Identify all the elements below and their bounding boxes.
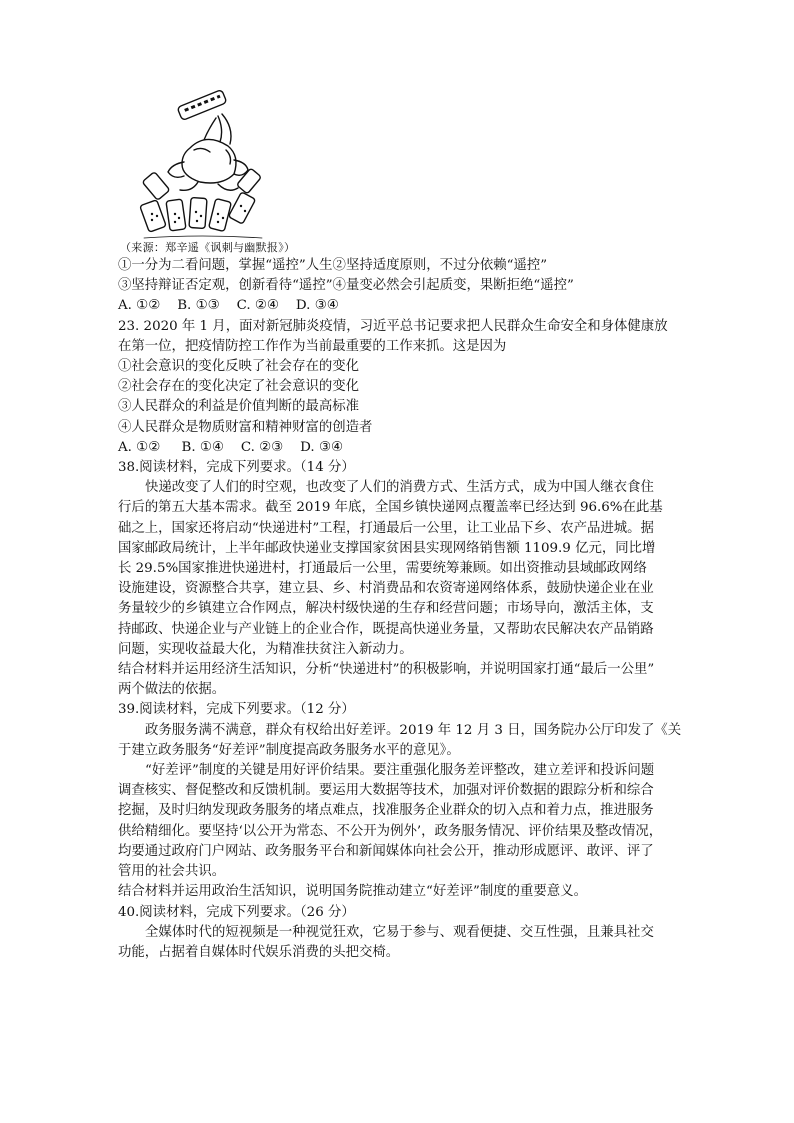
q40-material bbox=[118, 923, 686, 963]
q38-material-line: 务量较少的乡镇建立合作网点，解决村级快递的生存和经营问题；市场导向，激活主体，支 bbox=[118, 601, 654, 617]
q40-material-line: 全媒体时代的短视频是一种视觉狂欢，它易于参与、观看便捷、交互性强，且兼具社交 bbox=[145, 924, 654, 940]
q38-material-line: 行后的第五大基本需求。截至 2019 年底，全国乡镇快递网点覆盖率已经达到 96.6%在此基 bbox=[118, 500, 663, 516]
q38-task-line-1: 结合材料并运用经济生活知识，分析“快递进村”的积极影响，并说明国家打通“最后一公里” bbox=[118, 662, 655, 678]
q40-header: 40.阅读材料，完成下列要求。（26 分） bbox=[118, 904, 355, 920]
q38-task-line-2: 两个做法的依据。 bbox=[118, 682, 226, 698]
q23-stem-line-2: 在第一位，把疫情防控工作作为当前最重要的工作来抓。这是因为 bbox=[118, 338, 507, 354]
q23-option-2: ②社会存在的变化决定了社会意识的变化 bbox=[118, 379, 360, 395]
q39-material-1 bbox=[118, 721, 686, 761]
q38-material-line: 设施建设，资源整合共享，建立县、乡、村消费品和农资寄递网络体系，鼓励快递企业在业 bbox=[118, 581, 654, 597]
q39-material-2 bbox=[118, 761, 686, 882]
q38-header: 38.阅读材料，完成下列要求。（14 分） bbox=[118, 460, 355, 476]
q22-options-line-1: ①一分为二看问题，掌握“遥控”人生②坚持适度原则，不过分依赖“遥控” bbox=[118, 258, 548, 273]
q39-material-line: 管用的社会共识。 bbox=[118, 864, 226, 880]
q39-material-line: 调查核实、督促整改和反馈机制。要运用大数据等技术，加强对评价数据的跟踪分析和综合 bbox=[118, 783, 654, 799]
remote-control-cartoon-icon bbox=[138, 90, 268, 240]
q39-material-line: 均要通过政府门户网站、政务服务平台和新闻媒体向社会公开，推动形成愿评、敢评、评了 bbox=[118, 843, 654, 859]
q38-material-line: 问题，实现收益最大化，为精准扶贫注入新动力。 bbox=[118, 641, 413, 657]
q40-material-line: 功能，占据着自媒体时代娱乐消费的头把交椅。 bbox=[118, 944, 400, 960]
q38-material-line: 础之上，国家还将启动“快递进村”工程，打通最后一公里，让工业品下乡、农产品进城。据 bbox=[118, 520, 654, 536]
q39-material-line: 政务服务满不满意，群众有权给出好差评。2019 年 12 月 3 日，国务院办公厅印发了《关 bbox=[145, 722, 682, 738]
q38-material-line: 快递改变了人们的时空观，也改变了人们的消费方式、生活方式，成为中国人继衣食住 bbox=[145, 480, 654, 496]
q38-material-line: 国家邮政局统计，上半年邮政快递业支撑国家贫困县实现网络销售额 1109.9 亿元，同比增 bbox=[118, 540, 656, 556]
q23-stem-line-1: 23. 2020 年 1 月，面对新冠肺炎疫情，习近平总书记要求把人民群众生命安全和身体健康放 bbox=[118, 318, 668, 334]
exam-page bbox=[118, 90, 686, 963]
q39-material-line: 挖掘，及时归纳发现政务服务的堵点难点，找准服务企业群众的切入点和着力点，推进服务 bbox=[118, 803, 654, 819]
q22-options-line-2: ③坚持辩证否定观，创新看待“遥控”④量变必然会引起质变，果断拒绝“遥控” bbox=[118, 278, 574, 294]
q39-material-line: “好差评”制度的关键是用好评价结果。要注重强化服务差评整改，建立差评和投诉问题 bbox=[145, 763, 655, 779]
q38-material-line: 长 29.5%国家推进快递进村，打通最后一公里，需要统筹兼顾。如出资推动县域邮政网络 bbox=[118, 561, 647, 577]
q23-option-3: ③人民群众的利益是价值判断的最高标准 bbox=[118, 399, 360, 415]
q39-material-line: 于建立政务服务“好差评”制度提高政务服务水平的意见》。 bbox=[118, 742, 460, 758]
q38-material-line: 持邮政、快递企业与产业链上的企业合作，既提高快递业务量，又帮助农民解决农产品销路 bbox=[118, 621, 654, 637]
q23-option-1: ①社会意识的变化反映了社会存在的变化 bbox=[118, 359, 360, 375]
q39-task: 结合材料并运用政治生活知识，说明国务院推动建立“好差评”制度的重要意义。 bbox=[118, 884, 587, 900]
q38-material bbox=[118, 478, 686, 660]
q23-option-4: ④人民群众是物质财富和精神财富的创造者 bbox=[118, 419, 373, 435]
q39-material-line: 供给精细化。要坚持‘以公开为常态、不公开为例外’，政务服务情况、评价结果及整改情况， bbox=[118, 823, 663, 839]
q23-answer-choices: A. ①② B. ①④ C. ②③ D. ③④ bbox=[118, 439, 343, 455]
q22-answer-choices: A. ①② B. ①③ C. ②④ D. ③④ bbox=[118, 298, 339, 314]
q39-header: 39.阅读材料，完成下列要求。（12 分） bbox=[118, 702, 355, 718]
cartoon-caption: （来源：郑辛遥《讽刺与幽默报》） bbox=[120, 241, 296, 254]
